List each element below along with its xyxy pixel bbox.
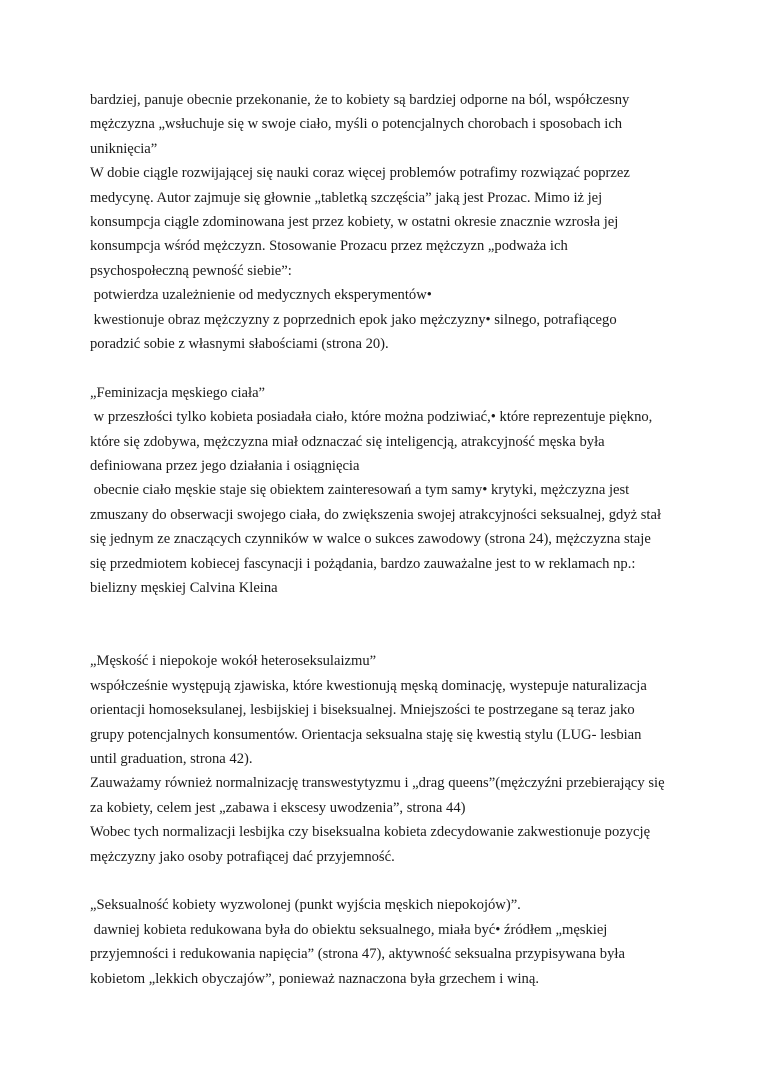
paragraph-orientation: współcześnie występują zjawiska, które kwestionują męską dominację, wystepuje naturalizacja orientacji homoseksulanej, lesbijskiej i biseksualnej. Mniejszości te postrzegane są teraz jako grupy potencjalnych konsumentów. Orientacja seksualna staję się kwestią stylu (LUG- lesbian until graduation, strona 42). <box>90 677 651 767</box>
spacer <box>90 869 670 893</box>
paragraph-normalization: Wobec tych normalizacji lesbijka czy biseksualna kobieta zdecydowanie zakwestionuje pozycję mężczyzny jako osoby potrafiącej dać przyjemność. <box>90 824 654 865</box>
bullet-masculine-image: kwestionuje obraz mężczyzny z poprzednich epok jako mężczyzny• silnego, potrafiącego poradzić sobie z własnymi słabościami (strona 20). <box>90 311 621 353</box>
heading-feminization: „Feminizacja męskiego ciała” <box>90 384 266 401</box>
paragraph-male-body-awareness: bardziej, panuje obecnie przekonanie, że to kobiety są bardziej odporne na ból, współczesny mężczyzna „wsłuchuje się w swoje ciało, myśli o potencjalnych chorobach i sposobach ich uniknięcia” <box>90 92 634 157</box>
spacer <box>90 601 670 650</box>
paragraph-prozac: W dobie ciągle rozwijającej się nauki coraz więcej problemów potrafimy rozwiązać poprzez medycynę. Autor zajmuje się głownie „tabletką szczęścia” jaką jest Prozac. Mimo iż jej konsumpcja ciągle zdominowana jest przez kobiety, w ostatni okresie znacznie wzrosła jej konsumpcja wśród mężczyzn. Stosowanie Prozacu przez mężczyzn „podważa ich psychospołeczną pewność siebie”: <box>90 165 634 279</box>
bullet-present-body: obecnie ciało męskie staje się obiektem zainteresowań a tym samy• krytyki, mężczyzna jest zmuszany do obserwacji swojego ciała, do zwiększenia swojej atrakcyjności seksualnej, gdyż stał się jednym ze znaczących czynników w walce o sukces zawodowy (strona 24), mężczyzna staje się przedmiotem kobiecej fascynacji i pożądania, bardzo zauważalne jest to w reklamach np.: bielizny męskiej Calvina Kleina <box>90 482 665 597</box>
paragraph-transvestism: Zauważamy również normalnizację transwestytyzmu i „drag queens”(mężczyźni przebierający się za kobiety, celem jest „zabawa i ekscesy uwodzenia”, strona 44) <box>90 775 669 816</box>
heading-masculinity-anxieties: „Męskość i niepokoje wokół heteroseksulaizmu” <box>90 653 377 670</box>
document-body <box>90 88 670 991</box>
bullet-past-body: w przeszłości tylko kobieta posiadała ciało, które można podziwiać,• które reprezentuje piękno, które się zdobywa, mężczyzna miał odznaczać się inteligencją, atrakcyjność męska była definiowana przez jego działania i osiągnięcia <box>90 409 656 475</box>
bullet-past-woman: dawniej kobieta redukowana była do obiektu seksualnego, miała być• źródłem „męskiej przyjemności i redukowania napięcia” (strona 47), aktywność seksualna przypisywana była kobietom „lekkich obyczajów”, ponieważ naznaczona była grzechem i winą. <box>90 921 629 987</box>
spacer <box>90 356 670 380</box>
heading-liberated-woman: „Seksualność kobiety wyzwolonej (punkt wyjścia męskich niepokojów)”. <box>90 897 521 914</box>
bullet-medical-experiments: potwierdza uzależnienie od medycznych eksperymentów• <box>90 287 432 304</box>
